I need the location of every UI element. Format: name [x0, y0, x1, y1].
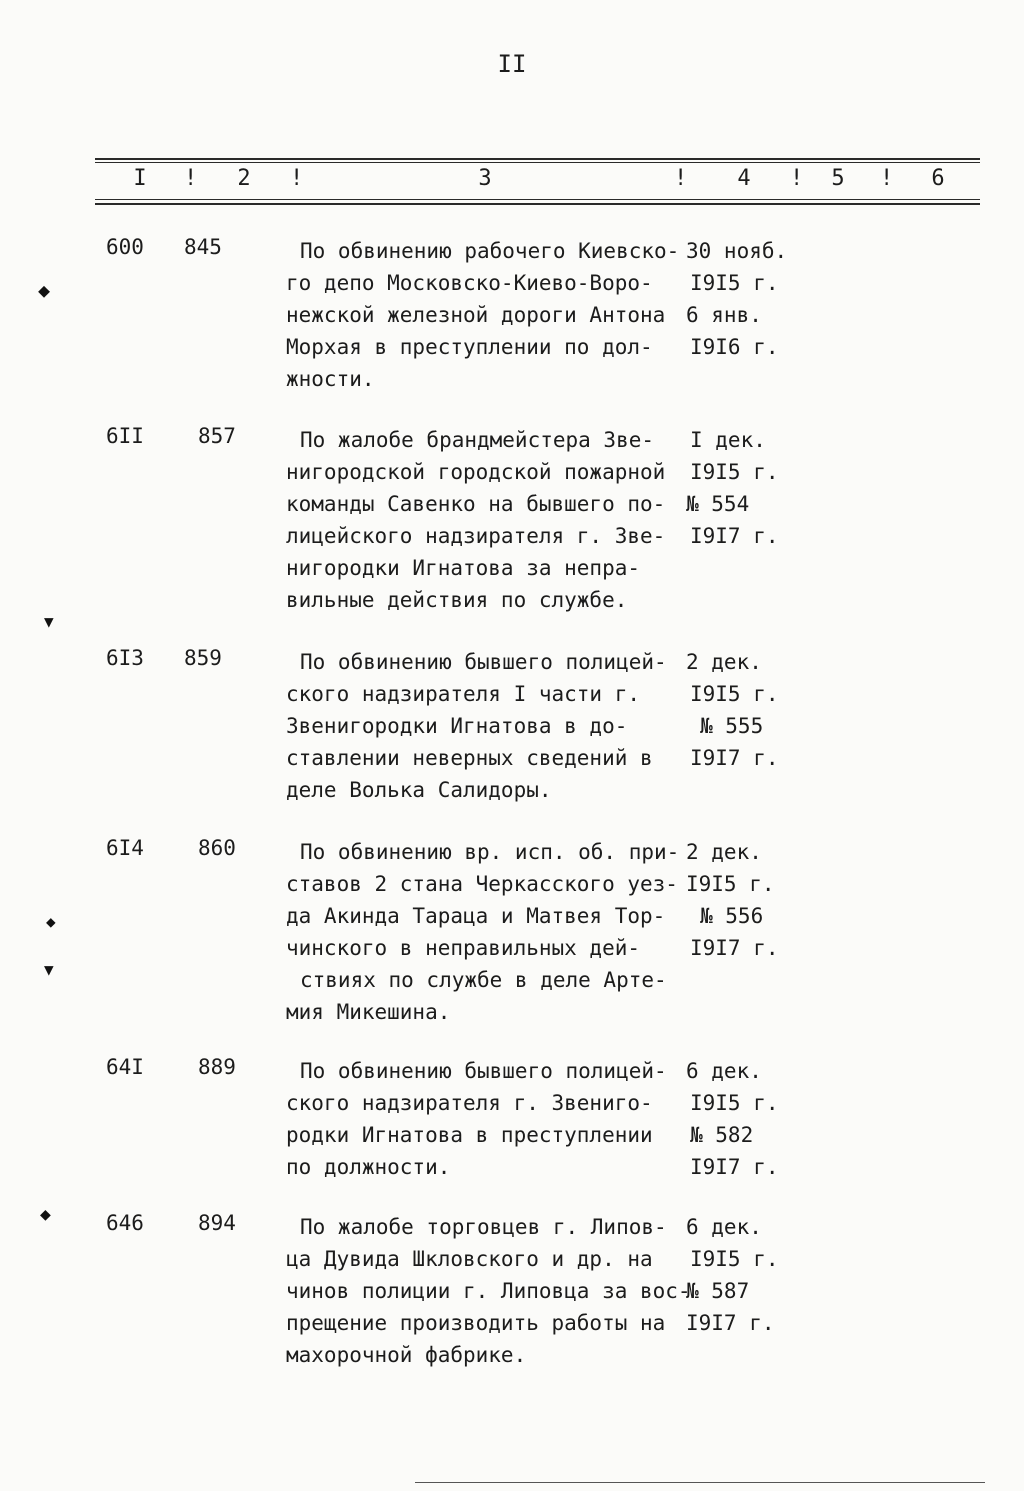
description-line: да Акинда Тараца и Матвея Тор-	[286, 904, 666, 928]
description-line: По обвинению бывшего полицей-	[300, 650, 667, 674]
description-line: нигородки Игнатова за непра-	[286, 556, 641, 580]
sheet-number: 845	[184, 235, 222, 259]
header-col-5: 5	[831, 166, 845, 191]
date-line: I9I7 г.	[690, 1155, 779, 1179]
entry-number: 646	[106, 1211, 144, 1235]
header-col-1: I	[133, 166, 147, 191]
description-line: По обвинению бывшего полицей-	[300, 1059, 667, 1083]
entry-description	[286, 1211, 691, 1371]
description-line: ставлении неверных сведений в	[286, 746, 653, 770]
date-line: I9I7 г.	[690, 524, 779, 548]
entry-description	[286, 235, 686, 395]
entry-number: 6I3	[106, 646, 144, 670]
entry-dates	[686, 836, 836, 964]
sheet-number: 857	[198, 424, 236, 448]
description-line: вильные действия по службе.	[286, 588, 628, 612]
description-line: ставов 2 стана Черкасского уез-	[286, 872, 678, 896]
header-col-6: 6	[931, 166, 945, 191]
date-line: I9I5 г.	[690, 460, 779, 484]
description-line: чинов полиции г. Липовца за вос-	[286, 1279, 691, 1303]
entry-dates	[686, 1211, 836, 1339]
date-line: I дек.	[690, 428, 766, 452]
date-line: I9I5 г.	[690, 1091, 779, 1115]
date-line: № 555	[700, 714, 764, 738]
description-line: ствиях по службе в деле Арте-	[300, 968, 667, 992]
date-line: № 582	[690, 1123, 754, 1147]
description-line: По обвинению вр. исп. об. при-	[300, 840, 680, 864]
date-line: 6 янв.	[686, 303, 762, 327]
header-separator: !	[184, 166, 198, 191]
date-line: I9I6 г.	[690, 335, 779, 359]
sheet-number: 889	[198, 1055, 236, 1079]
header-separator: !	[880, 166, 894, 191]
entry-description	[286, 646, 686, 806]
date-line: 6 дек.	[686, 1059, 762, 1083]
header-separator: !	[674, 166, 688, 191]
header-col-4: 4	[737, 166, 751, 191]
date-line: № 554	[686, 492, 750, 516]
date-line: 2 дек.	[686, 840, 762, 864]
date-line: I9I5 г.	[690, 682, 779, 706]
description-line: мия Микешина.	[286, 1000, 451, 1024]
sheet-number: 860	[198, 836, 236, 860]
date-line: I9I5 г.	[690, 1247, 779, 1271]
margin-mark-icon: ▼	[44, 960, 54, 979]
description-line: Морхая в преступлении по дол-	[286, 335, 653, 359]
description-line: го депо Московско-Киево-Воро-	[286, 271, 653, 295]
description-line: нигородской городской пожарной	[286, 460, 666, 484]
margin-mark-icon: ▼	[44, 612, 54, 631]
margin-mark-icon: ◆	[38, 278, 51, 302]
date-line: I9I7 г.	[686, 1311, 775, 1335]
description-line: прещение производить работы на	[286, 1311, 666, 1335]
description-line: По жалобе торговцев г. Липов-	[300, 1215, 667, 1239]
table-top-rule-inner	[95, 162, 980, 163]
description-line: По жалобе брандмейстера Зве-	[300, 428, 655, 452]
table-header-rule	[95, 199, 980, 200]
description-line: ца Дувида Шкловского и др. на	[286, 1247, 653, 1271]
margin-mark-icon: ◆	[46, 912, 56, 931]
date-line: I9I7 г.	[690, 936, 779, 960]
entry-number: 6II	[106, 424, 144, 448]
entry-dates	[686, 1055, 836, 1183]
description-line: ского надзирателя г. Звениго-	[286, 1091, 653, 1115]
date-line: I9I5 г.	[686, 872, 775, 896]
entry-dates	[686, 235, 836, 363]
entry-number: 64I	[106, 1055, 144, 1079]
description-line: жности.	[286, 367, 375, 391]
date-line: 6 дек.	[686, 1215, 762, 1239]
description-line: команды Савенко на бывшего по-	[286, 492, 666, 516]
page-number: II	[497, 50, 527, 78]
header-col-2: 2	[237, 166, 251, 191]
description-line: ского надзирателя I части г.	[286, 682, 641, 706]
bottom-rule	[415, 1482, 985, 1483]
sheet-number: 859	[184, 646, 222, 670]
description-line: махорочной фабрике.	[286, 1343, 527, 1367]
description-line: чинского в неправильных дей-	[286, 936, 641, 960]
date-line: I9I7 г.	[690, 746, 779, 770]
description-line: деле Волька Салидоры.	[286, 778, 552, 802]
header-separator: !	[290, 166, 304, 191]
table-top-rule	[95, 158, 980, 160]
entry-dates	[686, 646, 836, 774]
header-separator: !	[790, 166, 804, 191]
table-header-rule-lower	[95, 203, 980, 205]
description-line: лицейского надзирателя г. Зве-	[286, 524, 666, 548]
entry-number: 6I4	[106, 836, 144, 860]
date-line: № 587	[686, 1279, 750, 1303]
description-line: нежской железной дороги Антона	[286, 303, 666, 327]
entry-number: 600	[106, 235, 144, 259]
entry-description	[286, 836, 686, 1028]
header-col-3: 3	[478, 166, 492, 191]
date-line: 30 нояб.	[686, 239, 788, 263]
entry-description	[286, 424, 686, 616]
description-line: родки Игнатова в преступлении	[286, 1123, 653, 1147]
date-line: I9I5 г.	[690, 271, 779, 295]
sheet-number: 894	[198, 1211, 236, 1235]
entry-description	[286, 1055, 686, 1183]
date-line: № 556	[700, 904, 764, 928]
entry-dates	[686, 424, 836, 552]
description-line: По обвинению рабочего Киевско-	[300, 239, 680, 263]
description-line: по должности.	[286, 1155, 451, 1179]
margin-mark-icon: ◆	[40, 1204, 51, 1225]
date-line: 2 дек.	[686, 650, 762, 674]
description-line: Звенигородки Игнатова в до-	[286, 714, 628, 738]
